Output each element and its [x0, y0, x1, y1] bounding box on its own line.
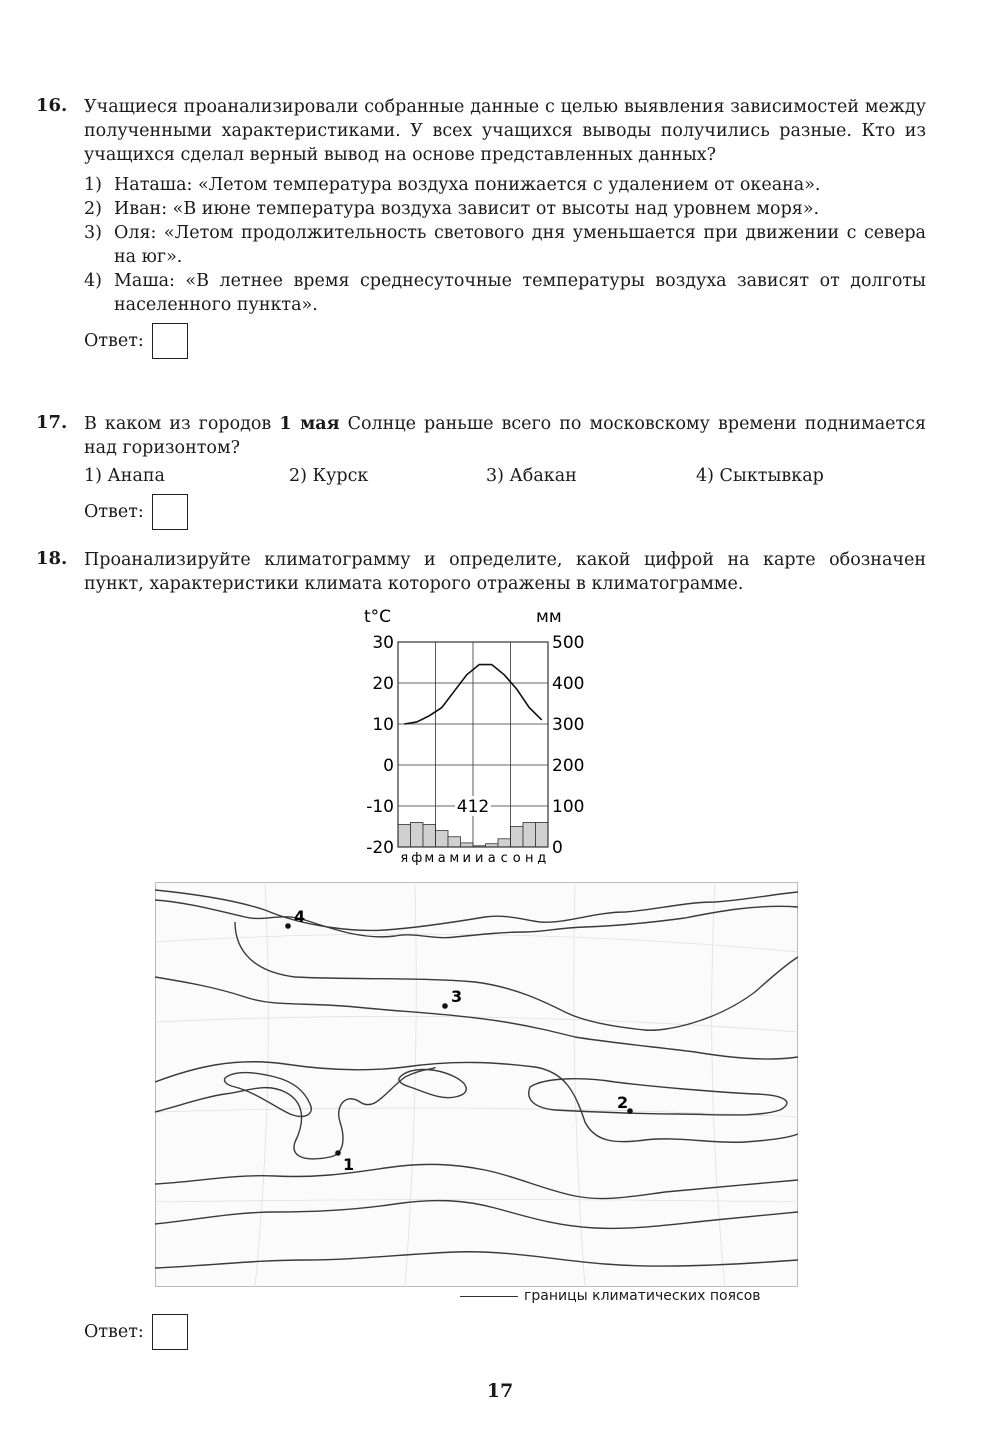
task-question: Учащиеся проанализировали собранные данные с целью выявления зависимостей между полученными характеристиками. У всех учащихся выводы получились разные. Кто из учащихся сделал верный вывод на основе представленных данных?: [84, 97, 926, 165]
precip-bar: [436, 831, 449, 847]
climatogram-chart: [340, 600, 600, 875]
answer-label: Ответ:: [84, 1322, 144, 1342]
month-label: с: [500, 851, 508, 866]
answer-box[interactable]: [152, 494, 188, 530]
precip-bar: [398, 824, 411, 847]
answer-label: Ответ:: [84, 331, 144, 351]
option-3: 3) Оля: «Летом продолжительность светового дня уменьшается при движении с севера на юг».: [84, 223, 926, 267]
map-point-dot: [285, 923, 291, 929]
task-number: 17.: [36, 412, 68, 433]
temp-tick-label: 30: [372, 633, 394, 653]
precip-axis-title: мм: [536, 607, 562, 627]
precip-bar: [523, 822, 536, 847]
month-label: ф: [411, 851, 423, 866]
map-point-dot: [335, 1150, 341, 1156]
temp-tick-label: 10: [372, 715, 394, 735]
precip-bar: [423, 824, 436, 847]
task-18: [36, 548, 926, 596]
precip-bar: [461, 843, 474, 847]
climate-zones-map: [155, 882, 798, 1287]
map-legend: [460, 1288, 761, 1304]
month-label: н: [525, 851, 534, 866]
legend-text: границы климатических поясов: [524, 1288, 761, 1304]
precip-tick-label: 200: [552, 756, 585, 776]
month-label: и: [475, 851, 484, 866]
task-number: 16.: [36, 95, 68, 116]
map-point-label: 3: [451, 987, 463, 1006]
temp-tick-label: 20: [372, 674, 394, 694]
month-label: о: [512, 851, 521, 866]
options-row: [84, 464, 926, 488]
precip-tick-label: 100: [552, 797, 585, 817]
precip-tick-label: 500: [552, 633, 585, 653]
option-1: 1) Анапа: [84, 466, 165, 486]
answer-label: Ответ:: [84, 502, 144, 522]
page-number: 17: [486, 1380, 514, 1402]
precip-bar: [411, 822, 424, 847]
task-number: 18.: [36, 548, 68, 569]
map-frame: [156, 883, 798, 1287]
month-label: и: [462, 851, 471, 866]
task-16: [36, 95, 926, 359]
answer-row: [84, 1314, 188, 1350]
month-label: м: [424, 851, 435, 866]
temp-tick-label: -20: [366, 838, 394, 858]
month-label: м: [449, 851, 460, 866]
option-2: 2) Иван: «В июне температура воздуха зависит от высоты над уровнем моря».: [84, 199, 820, 219]
option-4: 4) Сыктывкар: [696, 466, 824, 486]
month-label: д: [537, 851, 547, 866]
precip-tick-label: 0: [552, 838, 563, 858]
answer-row: [84, 494, 926, 530]
answer-box[interactable]: [152, 1314, 188, 1350]
option-2: 2) Курск: [289, 466, 369, 486]
answer-row: [84, 323, 926, 359]
month-label: я: [400, 851, 409, 866]
precip-tick-label: 400: [552, 674, 585, 694]
temp-axis-title: t°C: [364, 607, 392, 627]
answer-box[interactable]: [152, 323, 188, 359]
option-3: 3) Абакан: [486, 466, 577, 486]
map-point-label: 4: [294, 907, 306, 926]
month-label: а: [487, 851, 496, 866]
temp-tick-label: -10: [366, 797, 394, 817]
legend-line: [460, 1296, 518, 1297]
task-17: [36, 412, 926, 530]
precip-bar: [448, 837, 461, 847]
map-point-label: 1: [343, 1155, 355, 1174]
task-question: В каком из городов 1 мая Солнце раньше всего по московскому времени поднимается над горизонтом?: [84, 414, 927, 458]
precip-bar: [536, 822, 549, 847]
temp-tick-label: 0: [383, 756, 394, 776]
option-4: 4) Маша: «В летнее время среднесуточные температуры воздуха зависят от долготы населенного пункта».: [84, 271, 926, 315]
option-1: 1) Наташа: «Летом температура воздуха понижается с удалением от океана».: [84, 175, 821, 195]
task-question: Проанализируйте климатограмму и определите, какой цифрой на карте обозначен пункт, характеристики климата которого отражены в климатограмме.: [84, 550, 926, 594]
precip-tick-label: 300: [552, 715, 585, 735]
map-point-dot: [442, 1003, 448, 1009]
options-list: [84, 173, 926, 317]
map-point-label: 2: [617, 1093, 629, 1112]
annual-precip-label: 412: [456, 797, 490, 817]
precip-bar: [511, 827, 524, 848]
month-label: а: [437, 851, 446, 866]
precip-bar: [498, 839, 511, 847]
